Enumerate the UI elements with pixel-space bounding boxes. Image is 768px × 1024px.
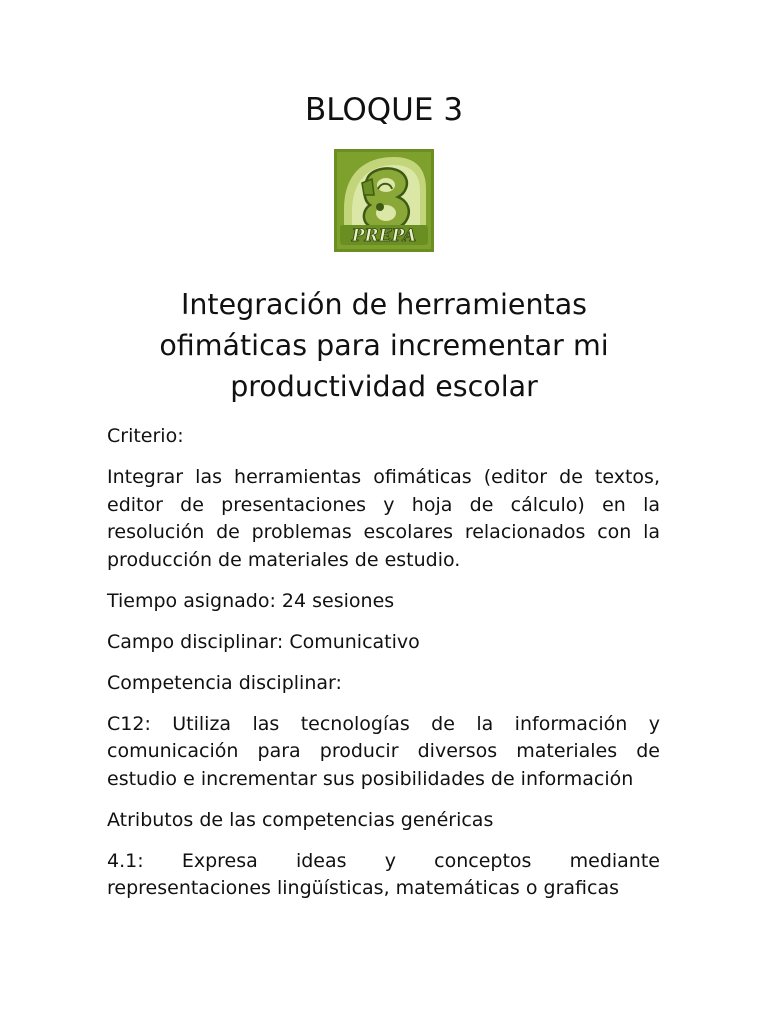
block-title: BLOQUE 3 <box>304 92 464 128</box>
prepa-logo <box>334 149 434 252</box>
criterio-label: Criterio: <box>107 425 184 447</box>
competencia-text: C12: Utiliza las tecnologías de la información y comunicación para producir diversos materiales de estudio e incrementar sus posibilidades de información <box>107 712 660 790</box>
campo-disciplinar: Campo disciplinar: Comunicativo <box>107 630 420 653</box>
prepa-logo-text: PREPA <box>351 226 417 246</box>
atributos-label: Atributos de las competencias genéricas <box>107 808 494 831</box>
main-title: Integración de herramientas ofimáticas para incrementar mi productividad escolar <box>159 288 609 403</box>
criterio-text: Integrar las herramientas ofimáticas (editor de textos, editor de presentaciones y hoja de cálculo) en la resolución de problemas escolares relacionados con la producción de materiales de estudio. <box>107 466 660 571</box>
prepa-logo-graphic <box>334 149 434 252</box>
document-body <box>107 423 660 916</box>
atributo-4-1: 4.1: Expresa ideas y conceptos mediante representaciones lingüísticas, matemáticas o graficas <box>107 849 660 899</box>
competencia-label: Competencia disciplinar: <box>107 671 342 694</box>
tiempo-asignado: Tiempo asignado: 24 sesiones <box>107 589 395 612</box>
